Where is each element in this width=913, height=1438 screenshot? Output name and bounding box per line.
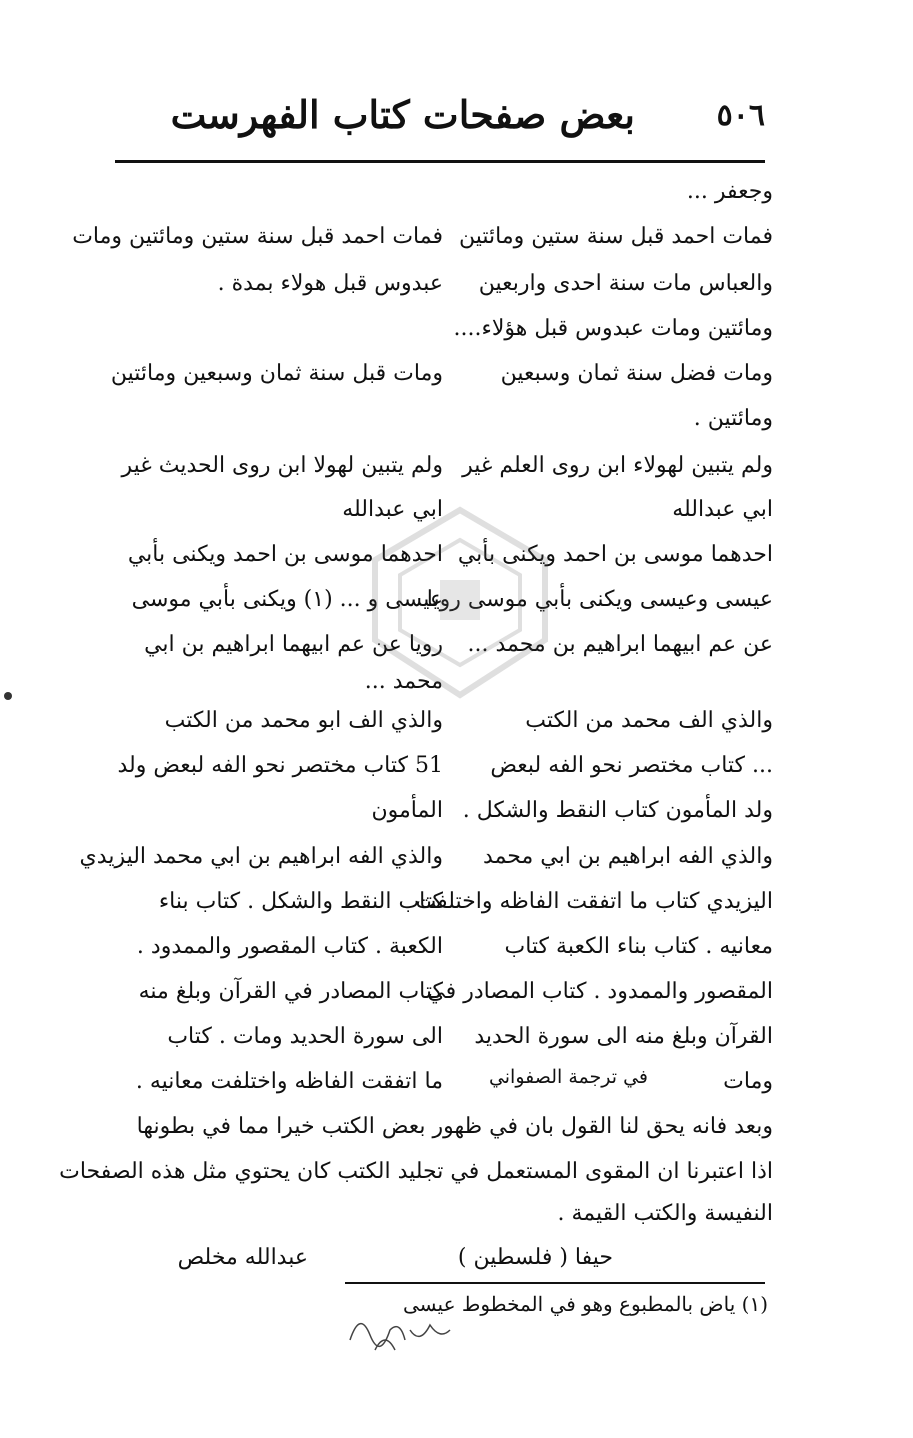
- right-column-line: ومات: [723, 1069, 773, 1094]
- page-title: بعض صفحات كتاب الفهرست: [170, 92, 635, 137]
- left-column-line: عيسى و ... (١) ويكنى بأبي موسى: [131, 587, 443, 612]
- place-signature: حيفا ( فلسطين ): [457, 1245, 613, 1270]
- intro-line: وجعفر ...: [686, 179, 773, 204]
- left-column-line: المأمون: [371, 798, 443, 823]
- right-column-line: والعباس مات سنة احدى واربعين: [478, 271, 773, 296]
- header-divider: [115, 160, 765, 163]
- right-column-line: معانيه . كتاب بناء الكعبة كتاب: [504, 934, 773, 959]
- handwritten-scribble: [345, 1300, 455, 1360]
- right-column-line: ومائتين .: [693, 406, 773, 431]
- page-number: ٥٠٦: [716, 98, 765, 133]
- left-column-line: عبدوس قبل هولاء بمدة .: [217, 271, 443, 296]
- page-header: [115, 92, 765, 152]
- right-column-line: والذي الفه ابراهيم بن ابي محمد: [483, 844, 773, 869]
- left-column-line: كتاب المصادر في القرآن وبلغ منه: [138, 979, 443, 1004]
- closing-line: النفيسة والكتب القيمة .: [557, 1201, 773, 1226]
- right-column-line: اليزيدي كتاب ما اتفقت الفاظه واختلفت: [415, 889, 773, 914]
- closing-line: اذا اعتبرنا ان المقوى المستعمل في تجليد الكتب كان يحتوي مثل هذه الصفحات: [59, 1159, 773, 1184]
- left-column-line: ولم يتبين لهولا ابن روى الحديث غير: [121, 453, 443, 478]
- left-column-line: ابي عبدالله: [342, 497, 443, 522]
- right-column-line: فمات احمد قبل سنة ستين ومائتين: [459, 224, 773, 249]
- left-column-line: والذي الفه ابراهيم بن ابي محمد اليزيدي: [79, 844, 443, 869]
- right-column-line: ... كتاب مختصر نحو الفه لبعض: [490, 753, 773, 778]
- left-column-line: الكعبة . كتاب المقصور والممدود .: [136, 934, 443, 959]
- page-edge-mark: [4, 692, 12, 700]
- footnote: (١) ياض بالمطبوع وهو في المخطوط عيسى: [403, 1292, 768, 1316]
- right-column-line: ولد المأمون كتاب النقط والشكل .: [462, 798, 773, 823]
- left-column-line: ومات قبل سنة ثمان وسبعين ومائتين: [110, 361, 443, 386]
- inline-note: في ترجمة الصفواني: [488, 1066, 648, 1088]
- left-column-line: ما اتفقت الفاظه واختلفت معانيه .: [135, 1069, 443, 1094]
- right-column-line: ومائتين ومات عبدوس قبل هؤلاء....: [453, 316, 773, 341]
- right-column-line: القرآن وبلغ منه الى سورة الحديد: [474, 1024, 773, 1049]
- footnote-divider: [345, 1282, 765, 1284]
- left-column-line: محمد ...: [364, 669, 443, 694]
- left-column-line: 51 كتاب مختصر نحو الفه لبعض ولد: [117, 753, 443, 778]
- right-column-line: ومات فضل سنة ثمان وسبعين: [500, 361, 773, 386]
- right-column-line: احدهما موسى بن احمد ويكنى بأبي: [457, 542, 773, 567]
- right-column-line: ولم يتبين لهولاء ابن روى العلم غير: [462, 453, 773, 478]
- right-column-line: ابي عبدالله: [672, 497, 773, 522]
- library-stamp-watermark: [345, 500, 575, 710]
- left-column-line: رويا عن عم ابيهما ابراهيم بن ابي: [144, 632, 443, 657]
- right-column-line: والذي الف محمد من الكتب: [525, 708, 773, 733]
- left-column-line: احدهما موسى بن احمد ويكنى بأبي: [127, 542, 443, 567]
- right-column-line: عيسى وعيسى ويكنى بأبي موسى رويا: [426, 587, 773, 612]
- left-column-line: فمات احمد قبل سنة ستين ومائتين ومات: [72, 224, 443, 249]
- author-signature: عبدالله مخلص: [177, 1245, 308, 1270]
- left-column-line: الى سورة الحديد ومات . كتاب: [167, 1024, 443, 1049]
- right-column-line: المقصور والممدود . كتاب المصادر في: [427, 979, 773, 1004]
- right-column-line: عن عم ابيهما ابراهيم بن محمد ...: [467, 632, 773, 657]
- closing-line: وبعد فانه يحق لنا القول بان في ظهور بعض الكتب خيرا مما في بطونها: [136, 1114, 773, 1139]
- left-column-line: كتاب النقط والشكل . كتاب بناء: [158, 889, 443, 914]
- left-column-line: والذي الف ابو محمد من الكتب: [164, 708, 443, 733]
